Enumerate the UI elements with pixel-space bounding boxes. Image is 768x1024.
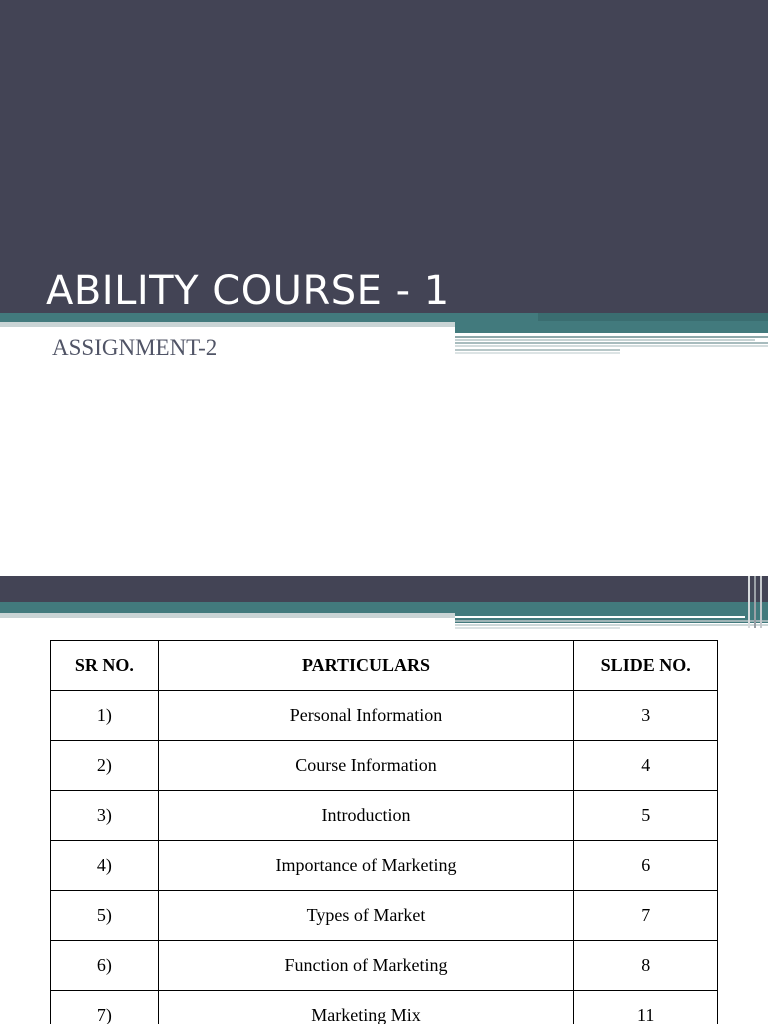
column-header-particulars: PARTICULARS [158, 641, 574, 691]
particulars-cell: Importance of Marketing [158, 841, 574, 891]
table-row [51, 991, 718, 1024]
sr-no-cell: 2) [51, 741, 159, 791]
sr-no-cell: 4) [51, 841, 159, 891]
particulars-cell: Types of Market [158, 891, 574, 941]
accent-stripe [455, 620, 768, 622]
accent-stripe [455, 349, 620, 351]
accent-stripe [455, 345, 768, 347]
particulars-cell: Personal Information [158, 691, 574, 741]
sr-no-cell: 1) [51, 691, 159, 741]
slide-subtitle: ASSIGNMENT-2 [52, 335, 218, 360]
accent-stripe [455, 352, 620, 354]
sr-no-cell: 7) [51, 991, 159, 1024]
accent-stripe [455, 339, 755, 341]
sr-no-cell: 6) [51, 941, 159, 991]
slide-no-cell: 6 [574, 841, 718, 891]
accent-stripe [455, 624, 768, 626]
slide-no-cell: 7 [574, 891, 718, 941]
table-row [51, 741, 718, 791]
slide-no-cell: 5 [574, 791, 718, 841]
column-header-slide-no: SLIDE NO. [574, 641, 718, 691]
table-row [51, 841, 718, 891]
slide-no-cell: 3 [574, 691, 718, 741]
slide-no-cell: 4 [574, 741, 718, 791]
slide-no-cell: 8 [574, 941, 718, 991]
accent-stripe [455, 616, 745, 618]
slide-no-cell: 11 [574, 991, 718, 1024]
accent-stripe [455, 627, 620, 629]
slide-title: ABILITY COURSE - 1 [46, 268, 450, 314]
particulars-cell: Function of Marketing [158, 941, 574, 991]
table-header-row [51, 641, 718, 691]
accent-shadow-band [0, 613, 455, 618]
accent-stripe [455, 342, 768, 344]
accent-shadow-band [0, 322, 455, 327]
accent-stripe [754, 576, 756, 628]
contents-table [50, 640, 718, 1024]
accent-stripe [455, 336, 768, 338]
accent-stripe [760, 576, 762, 628]
sr-no-cell: 5) [51, 891, 159, 941]
table-row [51, 941, 718, 991]
sr-no-cell: 3) [51, 791, 159, 841]
particulars-cell: Course Information [158, 741, 574, 791]
table-row [51, 891, 718, 941]
particulars-cell: Marketing Mix [158, 991, 574, 1024]
column-header-sr-no: SR NO. [51, 641, 159, 691]
accent-stripe [748, 576, 750, 628]
table-row [51, 691, 718, 741]
particulars-cell: Introduction [158, 791, 574, 841]
contents-header-band [0, 576, 768, 603]
table-row [51, 791, 718, 841]
accent-stripe [455, 333, 768, 335]
contents-slide [0, 576, 768, 1024]
accent-stripe-block [455, 321, 768, 333]
